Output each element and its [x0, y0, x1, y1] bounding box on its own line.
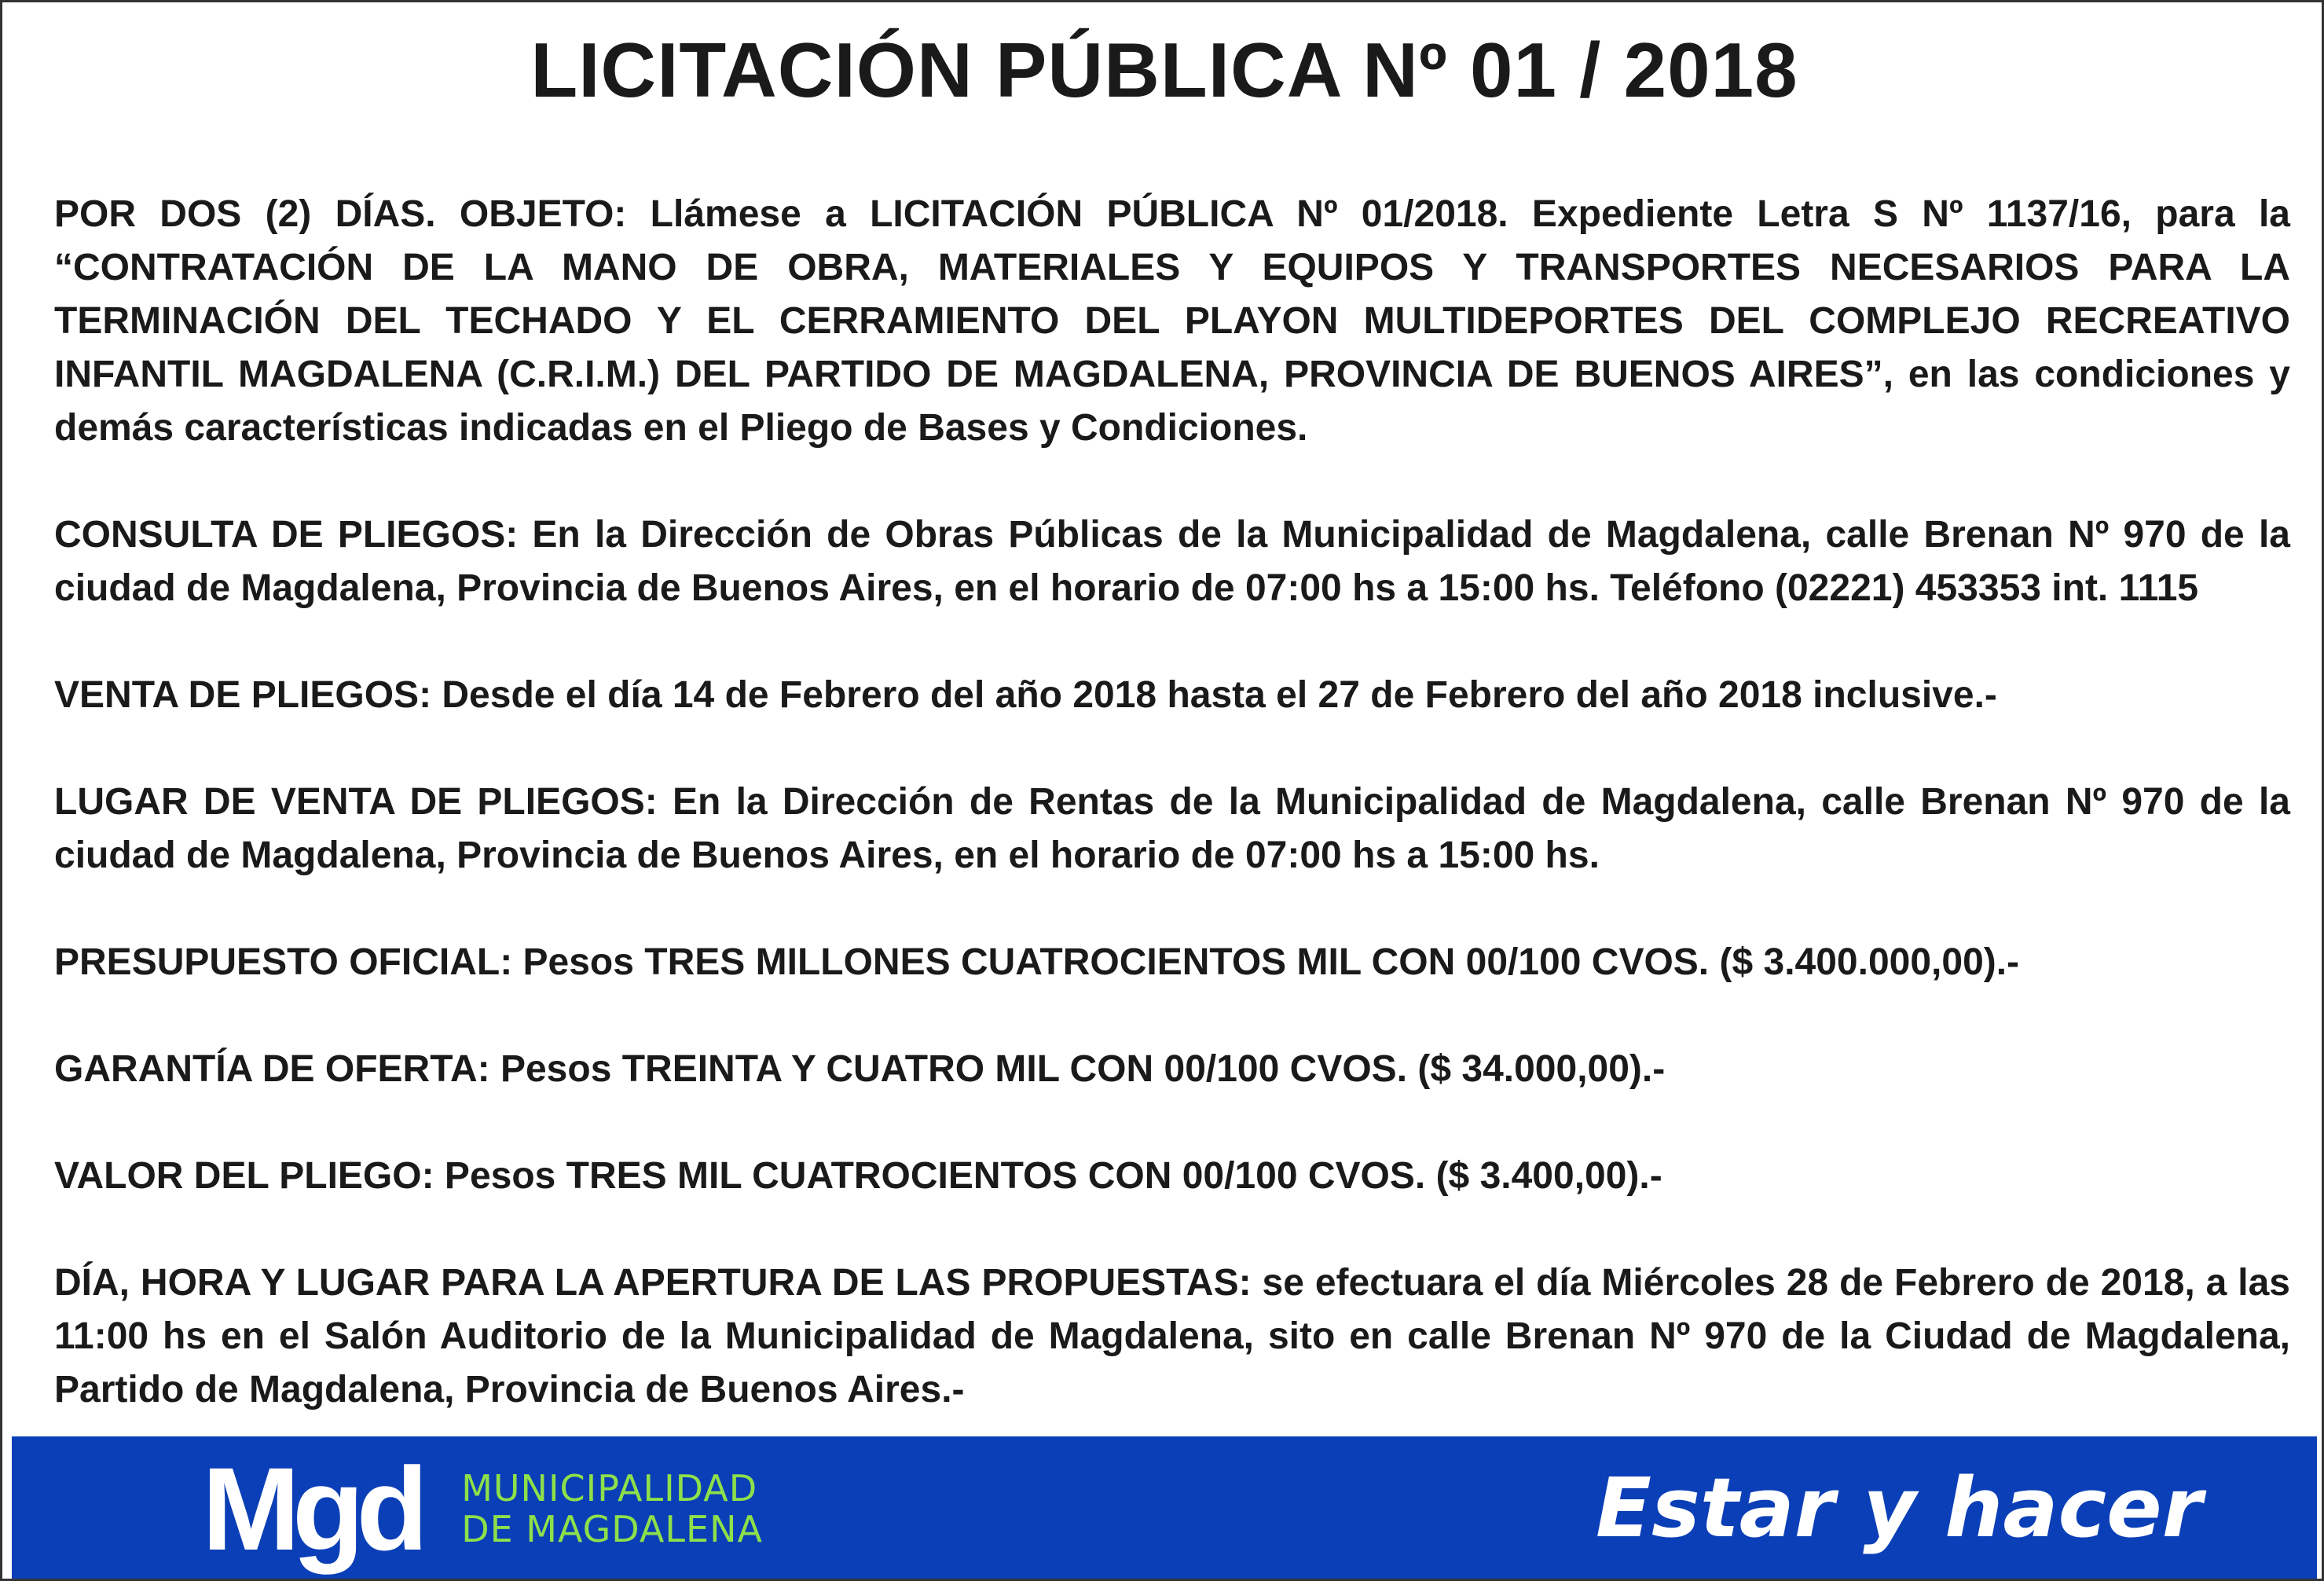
paragraph-lugar-venta: LUGAR DE VENTA DE PLIEGOS: En la Dirección de Rentas de la Municipalidad de Magdalena, calle Brenan Nº 970 de la ciudad de Magdalena, Provincia de Buenos Aires, en el horario de 07:00 hs a 15:00 hs.: [54, 781, 2290, 876]
logo-line-1: MUNICIPALIDAD: [461, 1467, 758, 1509]
paragraph-venta-pliegos: VENTA DE PLIEGOS: Desde el día 14 de Febrero del año 2018 hasta el 27 de Febrero del año 2018 inclusive.-: [54, 674, 1997, 716]
footer-banner: [12, 1436, 2317, 1579]
logo-text: [461, 1468, 763, 1550]
notice-body: [54, 188, 2290, 1470]
paragraph-garantia: GARANTÍA DE OFERTA: Pesos TREINTA Y CUATRO MIL CON 00/100 CVOS. ($ 34.000,00).-: [54, 1048, 1666, 1090]
paragraph-consulta-pliegos: CONSULTA DE PLIEGOS: En la Dirección de Obras Públicas de la Municipalidad de Magdalena, calle Brenan Nº 970 de la ciudad de Magdalena, Provincia de Buenos Aires, en el horario de 07:00 hs a 15:00 hs. Teléfono (02221) 453353 int. 1115: [54, 514, 2290, 609]
paragraph-apertura: DÍA, HORA Y LUGAR PARA LA APERTURA DE LAS PROPUESTAS: se efectuara el día Miércoles 28 de Febrero de 2018, a las 11:00 hs en el Salón Auditorio de la Municipalidad de Magdalena, sito en calle Brenan Nº 970 de la Ciudad de Magdalena, Partido de Magdalena, Provincia de Buenos Aires.-: [54, 1262, 2290, 1410]
municipality-logo: [202, 1443, 763, 1575]
notice-title: LICITACIÓN PÚBLICA Nº 01 / 2018: [530, 27, 1798, 113]
paragraph-valor-pliego: VALOR DEL PLIEGO: Pesos TRES MIL CUATROCIENTOS CON 00/100 CVOS. ($ 3.400,00).-: [54, 1155, 1662, 1197]
logo-line-2: DE MAGDALENA: [461, 1508, 763, 1550]
paragraph-objeto: POR DOS (2) DÍAS. OBJETO: Llámese a LICITACIÓN PÚBLICA Nº 01/2018. Expediente Letra S Nº 1137/16, para la “CONTRATACIÓN DE LA MANO DE OBRA, MATERIALES Y EQUIPOS Y TRANSPORTES NECESARIOS PARA LA TERMINACIÓN DEL TECHADO Y EL CERRAMIENTO DEL PLAYON MULTIDEPORTES DEL COMPLEJO RECREATIVO INFANTIL MAGDALENA (C.R.I.M.) DEL PARTIDO DE MAGDALENA, PROVINCIA DE BUENOS AIRES”, en las condiciones y demás características indicadas en el Pliego de Bases y Condiciones.: [54, 193, 2290, 449]
slogan: Estar y hacer: [1595, 1460, 2202, 1556]
paragraph-presupuesto: PRESUPUESTO OFICIAL: Pesos TRES MILLONES CUATROCIENTOS MIL CON 00/100 CVOS. ($ 3.400.000,00).-: [54, 941, 2020, 983]
logo-mark: Mgd: [202, 1443, 421, 1575]
